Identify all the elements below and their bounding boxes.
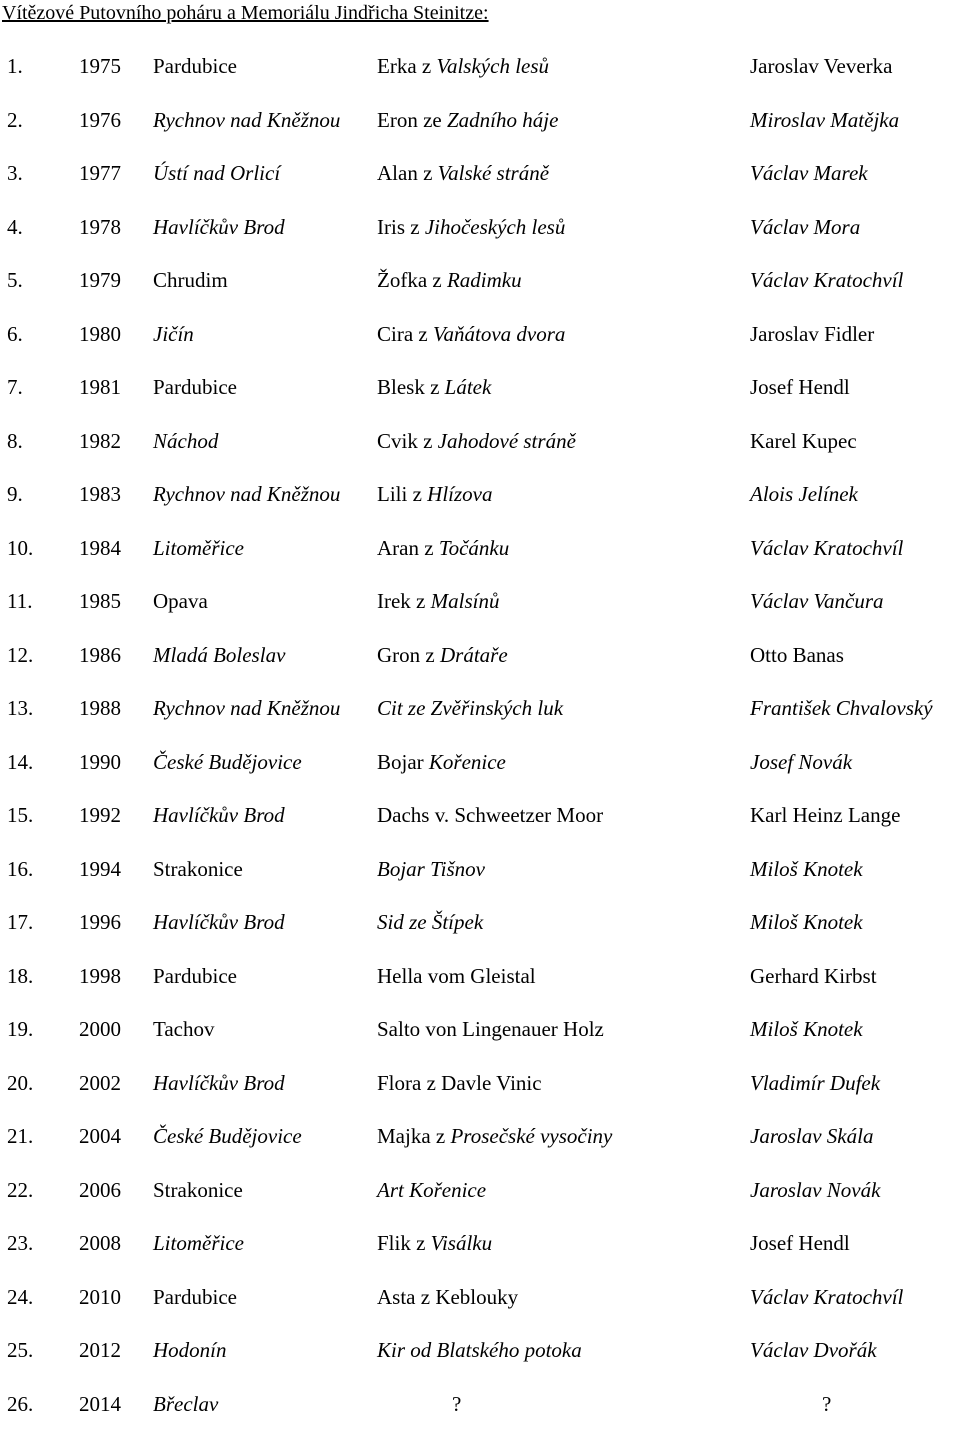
entry-year: 2012 bbox=[79, 1334, 121, 1366]
entry-city: Náchod bbox=[153, 425, 218, 457]
entry-dog-kennel: Vaňátova dvora bbox=[433, 322, 565, 346]
entry-dog-kennel: Látek bbox=[445, 375, 492, 399]
entry-dog-kennel: Malsínů bbox=[431, 589, 500, 613]
entry-person: Gerhard Kirbst bbox=[750, 960, 877, 992]
entry-city: Jičín bbox=[153, 318, 194, 350]
entry-year: 1977 bbox=[79, 157, 121, 189]
entry-dog bbox=[377, 1013, 604, 1045]
entry-city: Pardubice bbox=[153, 50, 237, 82]
entry-year: 1992 bbox=[79, 799, 121, 831]
entry-number: 10. bbox=[7, 532, 33, 564]
entry-person: Vladimír Dufek bbox=[750, 1067, 880, 1099]
entry-year: 1988 bbox=[79, 692, 121, 724]
entry-year: 2010 bbox=[79, 1281, 121, 1313]
entry-city: Rychnov nad Kněžnou bbox=[153, 692, 340, 724]
entry-dog-name: Hella vom Gleistal bbox=[377, 964, 536, 988]
entry-number: 13. bbox=[7, 692, 33, 724]
entry-number: 16. bbox=[7, 853, 33, 885]
entry-city: Tachov bbox=[153, 1013, 215, 1045]
entry-person: Václav Vančura bbox=[750, 585, 884, 617]
entry-year: 1984 bbox=[79, 532, 121, 564]
entry-dog-name: Flik z bbox=[377, 1231, 431, 1255]
entry-dog-name: Gron z bbox=[377, 643, 440, 667]
entry-number: 25. bbox=[7, 1334, 33, 1366]
list-item bbox=[0, 1281, 960, 1335]
entry-year: 1985 bbox=[79, 585, 121, 617]
entry-dog-name: Majka z bbox=[377, 1124, 450, 1148]
entry-person: Josef Hendl bbox=[750, 1227, 850, 1259]
entry-dog bbox=[377, 1227, 492, 1259]
entry-city: Litoměřice bbox=[153, 532, 244, 564]
entry-number: 24. bbox=[7, 1281, 33, 1313]
list-item bbox=[0, 692, 960, 746]
entry-person: Václav Kratochvíl bbox=[750, 264, 903, 296]
entry-person: Miloš Knotek bbox=[750, 1013, 863, 1045]
entry-year: 1980 bbox=[79, 318, 121, 350]
entry-city: Strakonice bbox=[153, 1174, 243, 1206]
winners-list bbox=[0, 50, 960, 1441]
entry-person: Otto Banas bbox=[750, 639, 844, 671]
list-item bbox=[0, 1388, 960, 1441]
page-title: Vítězové Putovního poháru a Memoriálu Jindřicha Steinitze: bbox=[2, 0, 489, 26]
entry-dog bbox=[377, 746, 506, 778]
entry-city: Havlíčkův Brod bbox=[153, 799, 285, 831]
list-item bbox=[0, 746, 960, 800]
entry-city: Mladá Boleslav bbox=[153, 639, 285, 671]
entry-dog-name: Salto von Lingenauer Holz bbox=[377, 1017, 604, 1041]
entry-dog bbox=[377, 478, 492, 510]
entry-city: Břeclav bbox=[153, 1388, 218, 1420]
entry-year: 1983 bbox=[79, 478, 121, 510]
entry-city: České Budějovice bbox=[153, 1120, 302, 1152]
entry-year: 1978 bbox=[79, 211, 121, 243]
entry-city: Havlíčkův Brod bbox=[153, 211, 285, 243]
list-item bbox=[0, 960, 960, 1014]
list-item bbox=[0, 799, 960, 853]
entry-dog-kennel: Hlízova bbox=[427, 482, 492, 506]
entry-year: 2004 bbox=[79, 1120, 121, 1152]
entry-city: Havlíčkův Brod bbox=[153, 906, 285, 938]
entry-person: Karel Kupec bbox=[750, 425, 857, 457]
entry-year: 1986 bbox=[79, 639, 121, 671]
entry-number: 9. bbox=[7, 478, 23, 510]
entry-person: Václav Kratochvíl bbox=[750, 532, 903, 564]
entry-city: Chrudim bbox=[153, 264, 228, 296]
entry-dog-kennel: Radimku bbox=[447, 268, 522, 292]
entry-year: 2006 bbox=[79, 1174, 121, 1206]
list-item bbox=[0, 585, 960, 639]
entry-dog-name: Cvik z bbox=[377, 429, 438, 453]
list-item bbox=[0, 371, 960, 425]
entry-year: 1996 bbox=[79, 906, 121, 938]
list-item bbox=[0, 853, 960, 907]
entry-dog bbox=[377, 532, 509, 564]
entry-dog-kennel: Prosečské vysočiny bbox=[450, 1124, 612, 1148]
list-item bbox=[0, 1227, 960, 1281]
entry-city: Litoměřice bbox=[153, 1227, 244, 1259]
entry-year: 1994 bbox=[79, 853, 121, 885]
entry-number: 8. bbox=[7, 425, 23, 457]
entry-dog bbox=[377, 425, 576, 457]
list-item bbox=[0, 639, 960, 693]
entry-number: 3. bbox=[7, 157, 23, 189]
entry-dog bbox=[377, 50, 549, 82]
list-item bbox=[0, 478, 960, 532]
entry-dog bbox=[377, 264, 522, 296]
entry-dog-name: Flora z Davle Vinic bbox=[377, 1071, 542, 1095]
entry-city: Havlíčkův Brod bbox=[153, 1067, 285, 1099]
entry-year: 2008 bbox=[79, 1227, 121, 1259]
list-item bbox=[0, 1067, 960, 1121]
entry-number: 19. bbox=[7, 1013, 33, 1045]
entry-person: Josef Hendl bbox=[750, 371, 850, 403]
entry-dog-kennel: Sid ze Štípek bbox=[377, 910, 483, 934]
entry-city: Pardubice bbox=[153, 960, 237, 992]
entry-person: ? bbox=[822, 1388, 831, 1420]
entry-number: 21. bbox=[7, 1120, 33, 1152]
entry-person: František Chvalovský bbox=[750, 692, 933, 724]
list-item bbox=[0, 906, 960, 960]
entry-city: Hodonín bbox=[153, 1334, 227, 1366]
list-item bbox=[0, 1013, 960, 1067]
entry-person: Jaroslav Novák bbox=[750, 1174, 880, 1206]
list-item bbox=[0, 104, 960, 158]
entry-city: Rychnov nad Kněžnou bbox=[153, 104, 340, 136]
entry-person: Václav Kratochvíl bbox=[750, 1281, 903, 1313]
entry-dog bbox=[377, 1334, 582, 1366]
entry-number: 12. bbox=[7, 639, 33, 671]
entry-number: 14. bbox=[7, 746, 33, 778]
entry-dog bbox=[377, 692, 563, 724]
entry-dog bbox=[377, 1281, 518, 1313]
entry-dog-name: Erka z bbox=[377, 54, 436, 78]
entry-number: 6. bbox=[7, 318, 23, 350]
entry-dog-kennel: Cit ze Zvěřinských luk bbox=[377, 696, 563, 720]
list-item bbox=[0, 211, 960, 265]
entry-number: 4. bbox=[7, 211, 23, 243]
entry-person: Josef Novák bbox=[750, 746, 852, 778]
entry-dog bbox=[377, 585, 499, 617]
entry-number: 26. bbox=[7, 1388, 33, 1420]
entry-dog-name: Dachs v. Schweetzer Moor bbox=[377, 803, 603, 827]
entry-dog-name: Alan z bbox=[377, 161, 438, 185]
entry-person: Václav Marek bbox=[750, 157, 868, 189]
entry-dog bbox=[452, 1388, 461, 1420]
entry-dog-kennel: Točánku bbox=[439, 536, 509, 560]
entry-number: 15. bbox=[7, 799, 33, 831]
entry-dog bbox=[377, 211, 565, 243]
entry-dog bbox=[377, 1174, 486, 1206]
list-item bbox=[0, 1334, 960, 1388]
entry-person: Miloš Knotek bbox=[750, 906, 863, 938]
entry-number: 11. bbox=[7, 585, 32, 617]
entry-dog-kennel: Jahodové stráně bbox=[438, 429, 576, 453]
entry-city: Ústí nad Orlicí bbox=[153, 157, 280, 189]
entry-dog bbox=[377, 906, 483, 938]
list-item bbox=[0, 1174, 960, 1228]
list-item bbox=[0, 425, 960, 479]
entry-year: 1981 bbox=[79, 371, 121, 403]
entry-dog-name: Eron ze bbox=[377, 108, 447, 132]
entry-year: 2002 bbox=[79, 1067, 121, 1099]
entry-dog-kennel: Visálku bbox=[431, 1231, 492, 1255]
entry-dog bbox=[377, 104, 558, 136]
entry-dog-kennel: Kir od Blatského potoka bbox=[377, 1338, 582, 1362]
entry-number: 22. bbox=[7, 1174, 33, 1206]
entry-year: 1990 bbox=[79, 746, 121, 778]
list-item bbox=[0, 50, 960, 104]
entry-dog-kennel: Kořenice bbox=[429, 750, 506, 774]
list-item bbox=[0, 264, 960, 318]
list-item bbox=[0, 532, 960, 586]
entry-city: Opava bbox=[153, 585, 208, 617]
entry-dog bbox=[377, 853, 485, 885]
entry-dog-kennel: Drátaře bbox=[440, 643, 508, 667]
entry-dog-name: Asta z Keblouky bbox=[377, 1285, 518, 1309]
entry-number: 18. bbox=[7, 960, 33, 992]
entry-person: Miloš Knotek bbox=[750, 853, 863, 885]
entry-dog bbox=[377, 1067, 542, 1099]
entry-dog-kennel: Bojar Tišnov bbox=[377, 857, 485, 881]
entry-dog-kennel: Art Kořenice bbox=[377, 1178, 486, 1202]
entry-number: 5. bbox=[7, 264, 23, 296]
entry-city: Strakonice bbox=[153, 853, 243, 885]
entry-dog bbox=[377, 799, 603, 831]
entry-person: Jaroslav Skála bbox=[750, 1120, 873, 1152]
entry-number: 20. bbox=[7, 1067, 33, 1099]
entry-city: Rychnov nad Kněžnou bbox=[153, 478, 340, 510]
entry-dog-name: Blesk z bbox=[377, 375, 445, 399]
entry-city: Pardubice bbox=[153, 371, 237, 403]
entry-person: Miroslav Matějka bbox=[750, 104, 899, 136]
entry-dog-name: Aran z bbox=[377, 536, 439, 560]
entry-city: České Budějovice bbox=[153, 746, 302, 778]
entry-dog-name: Lili z bbox=[377, 482, 427, 506]
entry-dog-kennel: Valských lesů bbox=[436, 54, 549, 78]
entry-year: 1979 bbox=[79, 264, 121, 296]
entry-year: 2000 bbox=[79, 1013, 121, 1045]
list-item bbox=[0, 318, 960, 372]
entry-dog bbox=[377, 1120, 612, 1152]
entry-number: 23. bbox=[7, 1227, 33, 1259]
entry-dog-kennel: Jihočeských lesů bbox=[425, 215, 566, 239]
entry-dog-name: ? bbox=[452, 1392, 461, 1416]
entry-number: 2. bbox=[7, 104, 23, 136]
entry-number: 1. bbox=[7, 50, 23, 82]
entry-year: 1982 bbox=[79, 425, 121, 457]
entry-dog bbox=[377, 639, 508, 671]
entry-year: 1976 bbox=[79, 104, 121, 136]
entry-person: Václav Mora bbox=[750, 211, 860, 243]
entry-city: Pardubice bbox=[153, 1281, 237, 1313]
entry-dog bbox=[377, 157, 549, 189]
entry-person: Václav Dvořák bbox=[750, 1334, 877, 1366]
entry-dog-kennel: Valské stráně bbox=[438, 161, 549, 185]
entry-dog bbox=[377, 960, 536, 992]
entry-number: 7. bbox=[7, 371, 23, 403]
entry-dog-kennel: Zadního háje bbox=[447, 108, 558, 132]
entry-dog-name: Žofka z bbox=[377, 268, 447, 292]
entry-person: Alois Jelínek bbox=[750, 478, 858, 510]
entry-person: Jaroslav Fidler bbox=[750, 318, 874, 350]
entry-person: Karl Heinz Lange bbox=[750, 799, 900, 831]
entry-number: 17. bbox=[7, 906, 33, 938]
entry-dog bbox=[377, 318, 565, 350]
entry-dog-name: Bojar bbox=[377, 750, 429, 774]
entry-person: Jaroslav Veverka bbox=[750, 50, 892, 82]
entry-dog-name: Irek z bbox=[377, 589, 431, 613]
entry-year: 2014 bbox=[79, 1388, 121, 1420]
entry-dog bbox=[377, 371, 491, 403]
entry-dog-name: Cira z bbox=[377, 322, 433, 346]
list-item bbox=[0, 157, 960, 211]
entry-year: 1975 bbox=[79, 50, 121, 82]
list-item bbox=[0, 1120, 960, 1174]
entry-year: 1998 bbox=[79, 960, 121, 992]
entry-dog-name: Iris z bbox=[377, 215, 425, 239]
